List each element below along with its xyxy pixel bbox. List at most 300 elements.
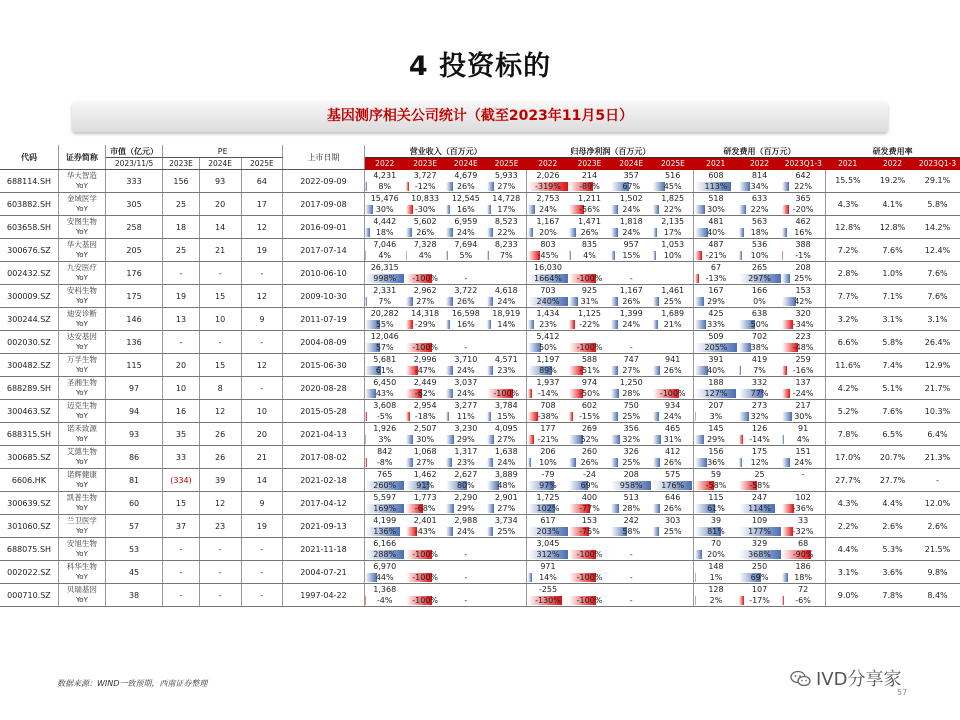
yoy-value: -75% (579, 527, 600, 536)
revenue-value: 3,710 (454, 355, 478, 364)
revenue-value (405, 262, 446, 274)
stock-code: 300244.SZ (0, 308, 58, 331)
yoy-value: -89% (579, 182, 600, 191)
table-row (0, 400, 960, 412)
yoy-value: 44% (375, 573, 394, 582)
yoy-value: 17% (663, 228, 682, 237)
stock-code: 688075.SH (0, 538, 58, 561)
pe-value: - (163, 538, 200, 561)
yoy-databar (653, 527, 660, 536)
yoy-value: -43% (414, 527, 436, 536)
profit-value: 1,689 (661, 309, 685, 318)
table-row (0, 262, 960, 274)
yoy-databar (695, 274, 699, 283)
yoy-value: 69% (750, 573, 769, 582)
yoy-value: -36% (792, 504, 814, 513)
yoy-cell (405, 595, 446, 607)
yoy-cell (446, 526, 487, 538)
yoy-databar (528, 320, 534, 329)
rd-value: 68 (798, 539, 809, 548)
listing-date: 2022-09-09 (283, 170, 364, 193)
listing-date: 2021-02-18 (283, 469, 364, 492)
yoy-cell (527, 526, 569, 538)
profit-value: 575 (665, 470, 681, 479)
yoy-value: -68% (414, 504, 436, 513)
revenue-value (446, 561, 487, 573)
pe-value: - (199, 331, 241, 354)
rd-value: 329 (751, 539, 768, 548)
yoy-cell (610, 388, 652, 400)
yoy-label: YoY (58, 549, 105, 561)
revenue-value: 4,095 (494, 424, 518, 433)
rd-value: 419 (751, 355, 768, 364)
yoy-value: 61% (375, 366, 394, 375)
stock-code: 301060.SZ (0, 515, 58, 538)
revenue-value: 5,933 (494, 170, 518, 180)
profit-value: 941 (665, 355, 681, 364)
pe-value: 12 (241, 354, 283, 377)
market-cap: 258 (105, 216, 162, 239)
company-name: 安图生物 (58, 216, 105, 228)
yoy-cell (781, 434, 825, 446)
yoy-cell (364, 434, 405, 446)
yoy-cell (694, 457, 738, 469)
yoy-cell (527, 434, 569, 446)
yoy-cell (694, 227, 738, 239)
rd-rate-value: 12.9% (915, 354, 960, 377)
yoy-label: YoY (58, 365, 105, 377)
revenue-value: 8,233 (494, 240, 518, 249)
yoy-value: 3% (378, 435, 392, 444)
yoy-databar (365, 412, 366, 421)
profit-value (652, 561, 694, 573)
yoy-cell (446, 503, 487, 515)
revenue-value (486, 262, 527, 274)
revenue-value (446, 584, 487, 596)
yoy-databar (446, 228, 452, 237)
yoy-cell (652, 434, 694, 446)
yoy-value: -5% (376, 412, 393, 421)
yoy-cell (781, 227, 825, 239)
yoy-cell (652, 388, 694, 400)
yoy-cell (446, 434, 487, 446)
rd-rate-value: 4.3% (825, 492, 870, 515)
yoy-value: 24% (456, 389, 475, 398)
yoy-value: - (464, 274, 468, 283)
rd-rate-value: 17.0% (825, 446, 870, 469)
rd-value: 109 (751, 516, 768, 525)
yoy-cell (364, 319, 405, 331)
yoy-cell (364, 503, 405, 515)
rd-value: 487 (694, 239, 738, 251)
pe-value: - (199, 561, 241, 584)
yoy-databar (611, 458, 618, 467)
yoy-databar (611, 320, 617, 329)
rd-value: 115 (694, 492, 738, 504)
yoy-value: -45% (537, 251, 559, 260)
yoy-cell (569, 595, 611, 607)
pe-value: 12 (199, 400, 241, 423)
yoy-cell (446, 319, 487, 331)
yoy-value: 25% (794, 274, 812, 283)
yoy-value: 5% (459, 251, 473, 260)
rd-rate-value: 3.6% (870, 561, 915, 584)
revenue-value: 3,734 (494, 516, 518, 525)
yoy-databar (782, 527, 792, 536)
rd-rate-value: 3.1% (825, 561, 870, 584)
revenue-value: 3,608 (364, 400, 405, 412)
revenue-value: 7,046 (364, 239, 405, 251)
yoy-cell (610, 595, 652, 607)
yoy-value: 24% (497, 297, 516, 306)
yoy-value: 4% (796, 435, 810, 444)
yoy-value: 30% (707, 205, 725, 214)
rd-value: 217 (795, 401, 811, 410)
rd-value: 391 (694, 354, 738, 366)
table-row (0, 469, 960, 481)
yoy-value: 30% (416, 435, 435, 444)
yoy-value: -100% (576, 274, 603, 283)
header-profit: 归母净利润（百万元） (527, 145, 694, 158)
yoy-databar (365, 389, 376, 398)
yoy-databar (611, 366, 618, 375)
yoy-databar (782, 366, 787, 375)
profit-value (610, 331, 652, 343)
company-name: 华大基因 (58, 239, 105, 251)
table-row (0, 216, 960, 228)
profit-value: 208 (623, 470, 639, 479)
yoy-databar (653, 297, 660, 306)
rd-rate-value: 6.6% (825, 331, 870, 354)
yoy-cell (405, 480, 446, 492)
profit-value: 412 (665, 447, 681, 456)
yoy-cell (652, 273, 694, 285)
rd-rate-value: 7.4% (870, 354, 915, 377)
header-mcap-date: 2023/11/5 (105, 158, 162, 170)
yoy-databar (739, 435, 744, 444)
rd-value: 156 (694, 446, 738, 458)
yoy-databar (487, 205, 491, 214)
yoy-value: 12% (750, 458, 769, 467)
profit-value: 3,045 (527, 538, 569, 550)
yoy-value: 25% (497, 527, 516, 536)
yoy-value: -22% (579, 320, 600, 329)
yoy-databar (739, 458, 743, 467)
profit-value: 747 (623, 355, 639, 364)
market-cap: 38 (105, 584, 162, 607)
stock-code: 688289.SH (0, 377, 58, 400)
yoy-value: 27% (497, 504, 516, 513)
market-cap: 305 (105, 193, 162, 216)
yoy-value: 1% (709, 573, 723, 582)
yoy-cell (569, 480, 611, 492)
yoy-databar (782, 596, 784, 605)
yoy-value: -47% (414, 366, 436, 375)
yoy-databar (653, 458, 660, 467)
revenue-value: 2,901 (494, 493, 518, 502)
yoy-cell (446, 480, 487, 492)
yoy-cell (486, 342, 527, 354)
yoy-value: 2% (709, 596, 723, 605)
company-name: 凯普生物 (58, 492, 105, 504)
listing-date: 2004-07-21 (283, 561, 364, 584)
yoy-value: 240% (536, 297, 560, 306)
yoy-value: 23% (539, 320, 557, 329)
yoy-cell (610, 227, 652, 239)
profit-value: 1,167 (619, 286, 643, 295)
yoy-value: -100% (493, 389, 520, 398)
yoy-value: -77% (579, 504, 600, 513)
yoy-databar (446, 320, 450, 329)
yoy-cell (486, 549, 527, 561)
yoy-cell (781, 204, 825, 216)
yoy-value: 20% (707, 550, 725, 559)
profit-value: 1,053 (661, 240, 685, 249)
revenue-value: 6,450 (364, 377, 405, 389)
yoy-databar (487, 527, 493, 536)
header-rd-rate-year: 2023Q1-3 (915, 158, 960, 170)
header-rd-rate-year: 2021 (825, 158, 870, 170)
profit-value: 260 (581, 447, 598, 456)
yoy-databar (695, 251, 702, 260)
header-profit-year: 2025E (652, 158, 694, 170)
yoy-value: 48% (497, 481, 516, 490)
rd-rate-value: 5.1% (870, 377, 915, 400)
yoy-cell (738, 204, 782, 216)
company-name: 华大智造 (58, 170, 105, 182)
yoy-value: -29% (414, 320, 436, 329)
yoy-cell (738, 526, 782, 538)
revenue-value: 3,889 (494, 470, 518, 479)
yoy-value: -50% (579, 389, 600, 398)
yoy-value: -20% (792, 205, 814, 214)
profit-value (652, 331, 694, 343)
yoy-cell (738, 572, 782, 584)
yoy-cell (781, 342, 825, 354)
company-name: 迪安诊断 (58, 308, 105, 320)
yoy-cell (446, 572, 487, 584)
yoy-databar (569, 458, 576, 467)
revenue-value: 12,545 (451, 194, 480, 203)
yoy-cell (364, 595, 405, 607)
yoy-cell (405, 549, 446, 561)
yoy-cell (364, 457, 405, 469)
revenue-value: 18,919 (492, 309, 521, 318)
yoy-value: -100% (659, 389, 686, 398)
yoy-value: -17% (749, 596, 770, 605)
yoy-databar (406, 228, 413, 237)
profit-value: 934 (665, 401, 681, 410)
yoy-cell (486, 503, 527, 515)
profit-value: 1,818 (619, 217, 643, 226)
listing-date: 2010-06-10 (283, 262, 364, 285)
profit-value: 971 (527, 561, 569, 573)
revenue-value: 4,231 (364, 170, 405, 182)
yoy-value: 24% (539, 205, 557, 214)
yoy-cell (364, 365, 405, 377)
revenue-value (446, 538, 487, 550)
yoy-cell (405, 227, 446, 239)
revenue-value (486, 331, 527, 343)
yoy-value: 27% (497, 435, 516, 444)
yoy-cell (738, 549, 782, 561)
listing-date: 2021-04-13 (283, 423, 364, 446)
yoy-cell (405, 411, 446, 423)
rd-value: - (801, 470, 805, 479)
rd-value: 509 (694, 331, 738, 343)
yoy-value: 26% (663, 458, 682, 467)
listing-date: 1997-04-22 (283, 584, 364, 607)
yoy-cell (738, 227, 782, 239)
pe-value: - (241, 262, 283, 285)
yoy-databar (739, 228, 745, 237)
yoy-cell (610, 181, 652, 193)
yoy-value: -100% (412, 550, 439, 559)
rd-rate-value: 21.5% (915, 538, 960, 561)
revenue-value: 2,401 (413, 516, 437, 525)
yoy-value: -62% (414, 389, 436, 398)
profit-value: 602 (581, 401, 598, 410)
yoy-value: 22% (497, 228, 516, 237)
yoy-cell (527, 388, 569, 400)
yoy-databar (653, 228, 657, 237)
rd-rate-value: 12.8% (825, 216, 870, 239)
rd-rate-value: 14.2% (915, 216, 960, 239)
rd-value: 70 (694, 538, 738, 550)
yoy-cell (405, 457, 446, 469)
yoy-databar (406, 182, 409, 191)
rd-rate-value: 7.2% (825, 239, 870, 262)
yoy-value: 20% (539, 228, 557, 237)
yoy-cell (446, 204, 487, 216)
profit-value: 803 (527, 239, 569, 251)
yoy-cell (694, 204, 738, 216)
yoy-databar (695, 550, 701, 559)
rd-value: 153 (795, 286, 811, 295)
yoy-databar (782, 205, 788, 214)
yoy-label: YoY (58, 526, 105, 538)
yoy-label: YoY (58, 572, 105, 584)
yoy-cell (652, 526, 694, 538)
rd-rate-value: 26.4% (915, 331, 960, 354)
yoy-cell (569, 434, 611, 446)
yoy-cell (569, 388, 611, 400)
yoy-value: 77% (750, 389, 769, 398)
table-caption: 基因测序相关公司统计（截至2023年11月5日） (72, 101, 888, 132)
yoy-databar (782, 274, 790, 283)
yoy-label: YoY (58, 296, 105, 308)
yoy-cell (610, 342, 652, 354)
company-name: 艾德生物 (58, 446, 105, 458)
yoy-databar (528, 573, 532, 582)
yoy-databar (695, 320, 706, 329)
yoy-cell (610, 273, 652, 285)
yoy-cell (694, 388, 738, 400)
data-source-note: 数据来源：WIND一致预期，西南证券整理 (57, 679, 208, 688)
table-row (0, 331, 960, 343)
yoy-databar (782, 320, 793, 329)
rd-value: 67 (694, 262, 738, 274)
yoy-cell (364, 526, 405, 538)
market-cap: 94 (105, 400, 162, 423)
yoy-cell (694, 434, 738, 446)
yoy-value: 958% (619, 481, 643, 490)
profit-value: 1,502 (619, 194, 643, 203)
yoy-value: - (629, 573, 633, 582)
rd-rate-value: 4.2% (825, 377, 870, 400)
yoy-cell (446, 250, 487, 262)
company-name: 万孚生物 (58, 354, 105, 366)
market-cap: 205 (105, 239, 162, 262)
pe-value: 20 (241, 423, 283, 446)
yoy-cell (527, 273, 569, 285)
profit-value (610, 584, 652, 596)
pe-value: 93 (199, 170, 241, 193)
yoy-cell (364, 204, 405, 216)
yoy-value: 22% (663, 205, 682, 214)
yoy-databar (782, 389, 790, 398)
yoy-value: 114% (748, 504, 771, 513)
profit-value: 1,197 (527, 354, 569, 366)
yoy-value: 80% (456, 481, 475, 490)
yoy-value: 26% (663, 504, 682, 513)
yoy-value: -34% (792, 320, 814, 329)
yoy-cell (694, 365, 738, 377)
yoy-value: 203% (536, 527, 560, 536)
revenue-value: 6,166 (364, 538, 405, 550)
stock-code: 300639.SZ (0, 492, 58, 515)
rd-value: 536 (751, 240, 768, 249)
table-row (0, 515, 960, 527)
yoy-cell (486, 595, 527, 607)
pe-value: - (241, 331, 283, 354)
yoy-cell (610, 434, 652, 446)
rd-value: 145 (694, 423, 738, 435)
rd-value: 259 (795, 355, 811, 364)
table-body (0, 170, 960, 607)
page-title: 4 投资标的 (408, 51, 552, 82)
yoy-cell (486, 572, 527, 584)
yoy-databar (487, 228, 493, 237)
rd-value: 72 (798, 585, 809, 594)
yoy-value: 297% (748, 274, 771, 283)
yoy-cell (446, 365, 487, 377)
yoy-value: 136% (373, 527, 397, 536)
revenue-value: 2,988 (454, 516, 478, 525)
pe-value: 9 (241, 492, 283, 515)
rd-value: 137 (795, 378, 811, 387)
rd-rate-value: 7.6% (870, 400, 915, 423)
pe-value: 14 (199, 216, 241, 239)
stock-code: 000710.SZ (0, 584, 58, 607)
yoy-cell (405, 181, 446, 193)
yoy-cell (405, 434, 446, 446)
yoy-cell (405, 296, 446, 308)
yoy-cell (527, 319, 569, 331)
yoy-value: -8% (376, 458, 393, 467)
listing-date: 2011-07-19 (283, 308, 364, 331)
yoy-value: 8% (378, 182, 392, 191)
yoy-databar (653, 412, 659, 421)
yoy-cell (738, 181, 782, 193)
yoy-cell (610, 296, 652, 308)
rd-rate-value: 4.3% (825, 193, 870, 216)
yoy-value: -4% (376, 596, 393, 605)
yoy-cell (486, 204, 527, 216)
yoy-databar (782, 228, 787, 237)
market-cap: 115 (105, 354, 162, 377)
pe-value: 19 (163, 285, 200, 308)
